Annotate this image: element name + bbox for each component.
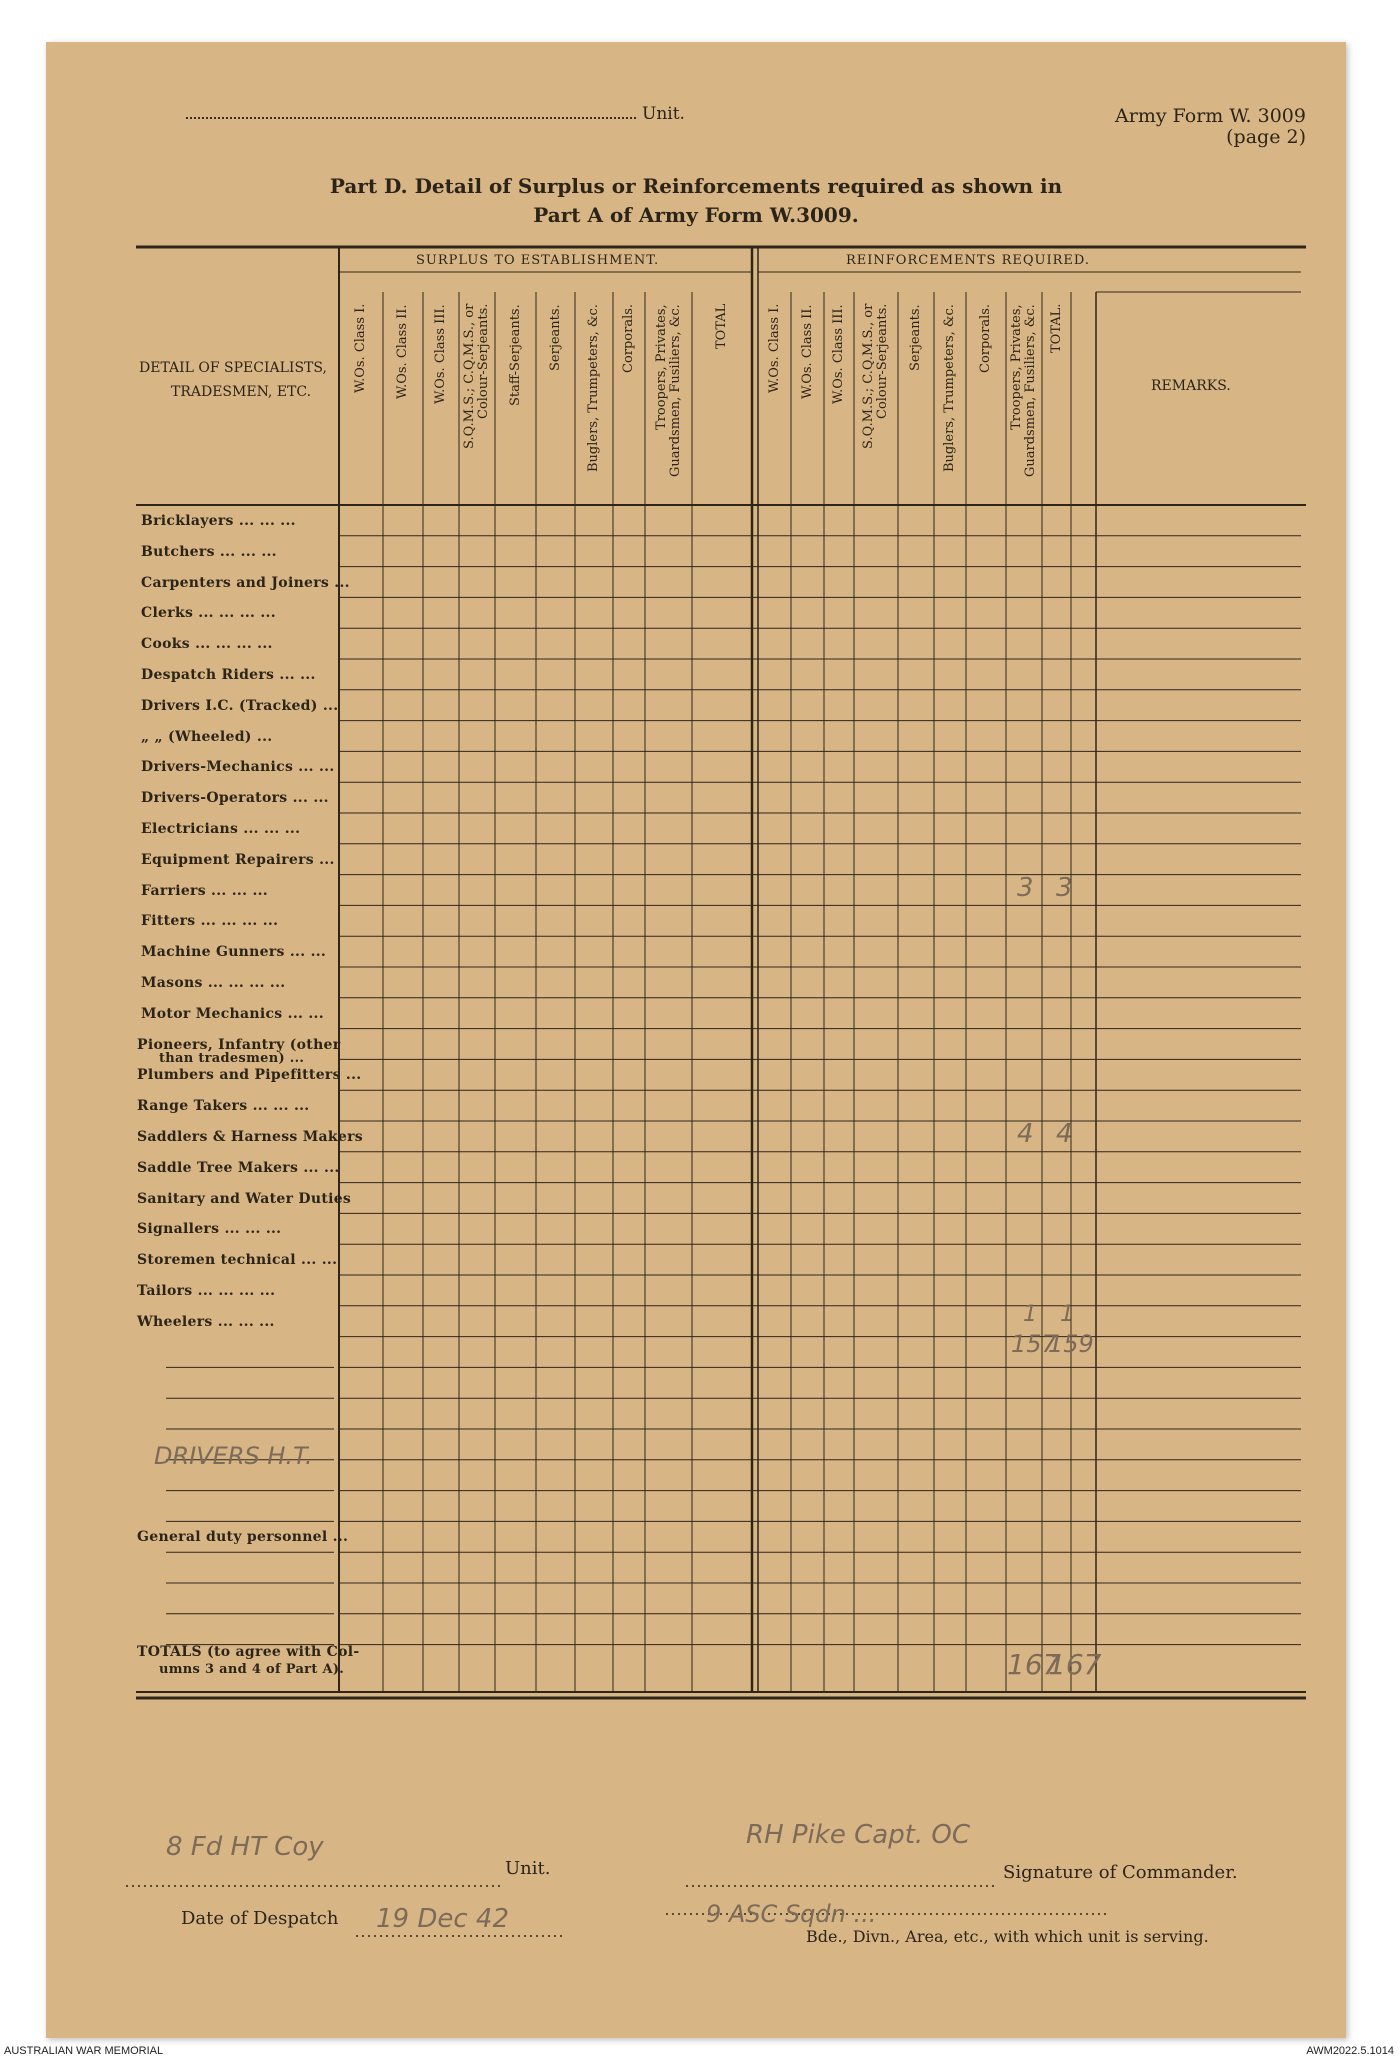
handwritten-farriers-total: 3 — [1056, 872, 1073, 903]
surplus-column-header — [655, 304, 683, 496]
remarks-header: REMARKS. — [1151, 378, 1231, 394]
handwritten-farriers-troopers: 3 — [1017, 872, 1034, 903]
reinforcement-column-header-line: TOTAL. — [1049, 304, 1064, 354]
header-unit-label: Unit. — [642, 104, 685, 124]
reinforcement-column-header-line: Troopers, Privates, — [1009, 304, 1024, 430]
form-page — [46, 42, 1346, 2038]
title-line-1: Part D. Detail of Surplus or Reinforcements required as shown in — [329, 174, 1063, 198]
row-label: Carpenters and Joiners ... — [141, 574, 350, 591]
surplus-column-header-line: S.Q.M.S.; C.Q.M.S., or — [462, 304, 477, 450]
handwritten-wheelers-total: 1 — [1060, 1301, 1074, 1327]
row-label: Wheelers ... ... ... — [137, 1313, 275, 1330]
surplus-column-header-line: Serjeants. — [548, 304, 563, 371]
footer-date-label: Date of Despatch — [181, 1908, 339, 1929]
handwritten-saddlers-troopers: 4 — [1017, 1119, 1034, 1149]
row-label: Drivers I.C. (Tracked) ... — [141, 697, 339, 714]
handwritten-drivers-ht: DRIVERS H.T. — [154, 1442, 313, 1470]
row-label: Electricians ... ... ... — [141, 821, 301, 837]
reinforcement-column-header — [1010, 304, 1038, 496]
reinforcement-column-header-line: Corporals. — [978, 304, 993, 374]
title-line-2: Part A of Army Form W.3009. — [533, 203, 859, 227]
surplus-column-header-line: Buglers, Trumpeters, &c. — [586, 304, 601, 472]
detail-header-line-1: DETAIL OF SPECIALISTS, — [139, 360, 327, 376]
row-label: Tailors ... ... ... ... — [137, 1283, 276, 1299]
row-label: Motor Mechanics ... ... — [141, 1005, 324, 1022]
row-label: General duty personnel ... — [137, 1529, 349, 1546]
handwritten-drivers-total: 159 — [1048, 1329, 1094, 1358]
surplus-column-header-line: Corporals. — [621, 304, 636, 374]
reinforcement-column-header — [979, 304, 993, 496]
row-label: Range Takers ... ... ... — [137, 1098, 310, 1115]
row-label: TOTALS (to agree with Col- — [137, 1644, 360, 1660]
handwritten-signature: RH Pike Capt. OC — [746, 1820, 971, 1850]
reinforcement-column-header-line: Colour-Serjeants. — [875, 304, 890, 420]
handwritten-unit: 8 Fd HT Coy — [166, 1832, 324, 1862]
surplus-column-header — [463, 304, 491, 496]
handwritten-bde: 9 ASC Sqdn ... — [706, 1900, 877, 1928]
surplus-column-header-line: W.Os. Class I. — [353, 304, 368, 394]
handwritten-totals-total: 167 — [1048, 1648, 1102, 1681]
form-number: Army Form W. 3009 — [1115, 105, 1306, 127]
surplus-column-header-line: Staff-Serjeants. — [508, 304, 523, 406]
surplus-column-header-line: W.Os. Class II. — [395, 304, 410, 399]
reinforcement-column-header — [1050, 304, 1064, 496]
row-label: Pioneers, Infantry (other — [137, 1036, 341, 1053]
reinforcement-column-header — [943, 304, 957, 496]
surplus-column-header — [434, 304, 448, 496]
row-label: Sanitary and Water Duties — [137, 1190, 352, 1207]
surplus-column-header — [715, 304, 729, 496]
surplus-column-header — [354, 304, 368, 496]
surplus-column-header — [509, 304, 523, 496]
surplus-column-header — [622, 304, 636, 496]
row-label: Fitters ... ... ... ... — [141, 913, 279, 930]
reinforcement-column-header-line: Serjeants. — [908, 304, 923, 371]
row-label: Farriers ... ... ... — [141, 882, 268, 899]
reinforcement-column-header-line: Guardsmen, Fusiliers, &c. — [1023, 304, 1038, 477]
handwritten-date: 19 Dec 42 — [376, 1904, 510, 1934]
reinforcement-column-header — [862, 304, 890, 496]
reinforcement-column-header — [801, 304, 815, 496]
reinforcement-column-header-line: W.Os. Class II. — [800, 304, 815, 399]
footer-unit-label: Unit. — [505, 1858, 551, 1879]
row-label: Machine Gunners ... ... — [141, 944, 327, 961]
surplus-column-header-line: W.Os. Class III. — [433, 304, 448, 404]
row-label: Butchers ... ... ... — [141, 543, 277, 560]
reinforcement-column-header-line: W.Os. Class III. — [831, 304, 846, 404]
row-label: Clerks ... ... ... ... — [141, 605, 276, 622]
row-label: Saddle Tree Makers ... ... — [137, 1159, 340, 1176]
row-label-subline: than tradesmen) ... — [159, 1050, 305, 1066]
surplus-column-header — [549, 304, 563, 496]
row-label: „ „ (Wheeled) ... — [141, 728, 273, 745]
detail-header-line-2: TRADESMEN, ETC. — [171, 384, 312, 400]
row-label: Bricklayers ... ... ... — [141, 513, 296, 529]
row-label: Signallers ... ... ... — [137, 1221, 282, 1238]
caption-right: AWM2022.5.1014 — [1306, 2045, 1394, 2057]
reinforcement-column-header-line: Buglers, Trumpeters, &c. — [942, 304, 957, 472]
surplus-column-header-line: Guardsmen, Fusiliers, &c. — [668, 304, 683, 477]
surplus-column-header — [396, 304, 410, 496]
surplus-column-header-line: Colour-Serjeants. — [476, 304, 491, 420]
row-label: Drivers-Operators ... ... — [141, 790, 329, 807]
surplus-column-header-line: TOTAL — [714, 304, 729, 350]
reinforcement-column-header-line: S.Q.M.S.; C.Q.M.S., or — [861, 304, 876, 450]
row-label: Storemen technical ... ... — [137, 1252, 338, 1269]
row-label: Saddlers & Harness Makers — [137, 1129, 363, 1145]
surplus-column-header-line: Troopers, Privates, — [654, 304, 669, 430]
row-label: Plumbers and Pipefitters ... — [137, 1067, 362, 1084]
reinforcement-column-header — [909, 304, 923, 496]
reinforcements-section-header: REINFORCEMENTS REQUIRED. — [846, 253, 1090, 268]
reinforcement-column-header — [832, 304, 846, 496]
footer-signature-label: Signature of Commander. — [1003, 1862, 1238, 1883]
row-label: Masons ... ... ... ... — [141, 975, 286, 991]
handwritten-wheelers-troopers: 1 — [1023, 1301, 1037, 1327]
handwritten-saddlers-total: 4 — [1056, 1119, 1073, 1149]
form-page-number: (page 2) — [1226, 126, 1306, 148]
reinforcement-column-header-line: W.Os. Class I. — [767, 304, 782, 394]
handwritten-drivers-troopers: 157 — [1011, 1329, 1057, 1358]
footer-bde-label: Bde., Divn., Area, etc., with which unit is serving. — [806, 1927, 1209, 1946]
caption-left: AUSTRALIAN WAR MEMORIAL — [4, 2045, 164, 2057]
row-label: Drivers-Mechanics ... ... — [141, 759, 335, 776]
surplus-column-header — [587, 304, 601, 496]
row-label-subline: umns 3 and 4 of Part A). — [159, 1662, 345, 1677]
reinforcement-column-header — [768, 304, 782, 496]
surplus-section-header: SURPLUS TO ESTABLISHMENT. — [416, 253, 660, 268]
row-label: Equipment Repairers ... — [141, 851, 335, 868]
row-label: Despatch Riders ... ... — [141, 667, 316, 683]
row-label: Cooks ... ... ... ... — [141, 636, 273, 653]
handwritten-totals-troopers: 167 — [1007, 1648, 1061, 1681]
